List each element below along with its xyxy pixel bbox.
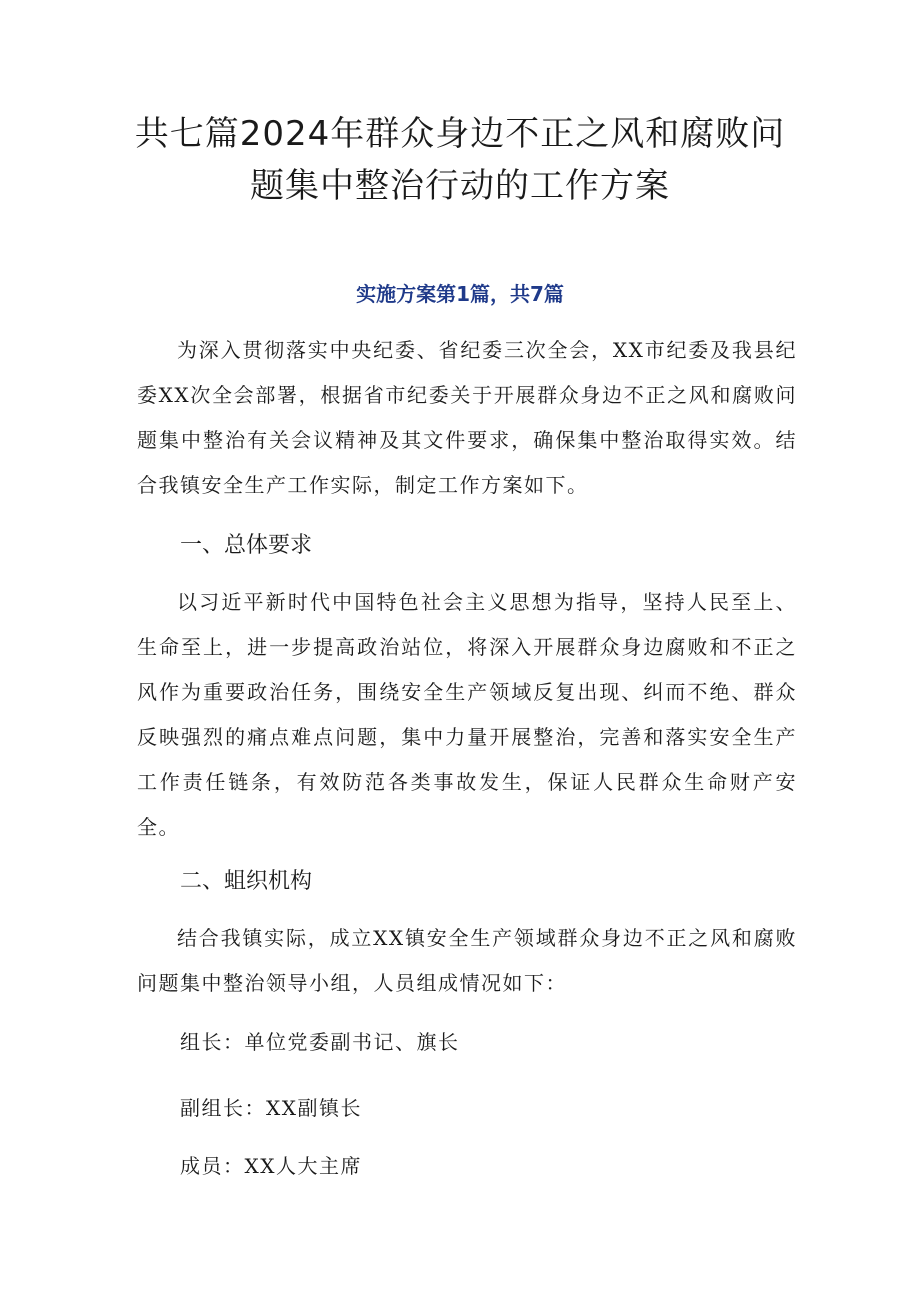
member-line: 成员：XX人大主席 <box>180 1154 362 1178</box>
section-heading: 一、总体要求 <box>180 533 313 558</box>
member-line: 副组长：XX副镇长 <box>180 1096 362 1120</box>
section-heading: 二、蛆织机构 <box>180 869 313 894</box>
section-body: 以习近平新时代中国特色社会主义思想为指导，坚持人民至上、生命至上，进一步提高政治站位，将深入开展群众身边腐败和不正之风作为重要政治任务，围绕安全生产领域反复出现、纠而不绝、群众反映强烈的痛点难点问题，集中力量开展整治，完善和落实安全生产工作责任链条，有效防范各类事故发生，保证人民群众生命财产安全。 <box>137 590 797 839</box>
section-body: 结合我镇实际，成立XX镇安全生产领域群众身边不正之风和腐败问题集中整治领导小组，人员组成情况如下： <box>137 926 797 995</box>
intro-paragraph: 为深入贯彻落实中央纪委、省纪委三次全会，XX市纪委及我县纪委XX次全会部署，根据省市纪委关于开展群众身边不正之风和腐败问题集中整治有关会议精神及其文件要求，确保集中整治取得实效。结合我镇安全生产工作实际，制定工作方案如下。 <box>137 338 797 497</box>
document-title: 共七篇2024年群众身边不正之风和腐败问题集中整治行动的工作方案 <box>134 114 786 206</box>
member-line: 组长：单位党委副书记、旗长 <box>180 1030 460 1054</box>
document-subtitle: 实施方案第1篇，共7篇 <box>356 282 564 306</box>
